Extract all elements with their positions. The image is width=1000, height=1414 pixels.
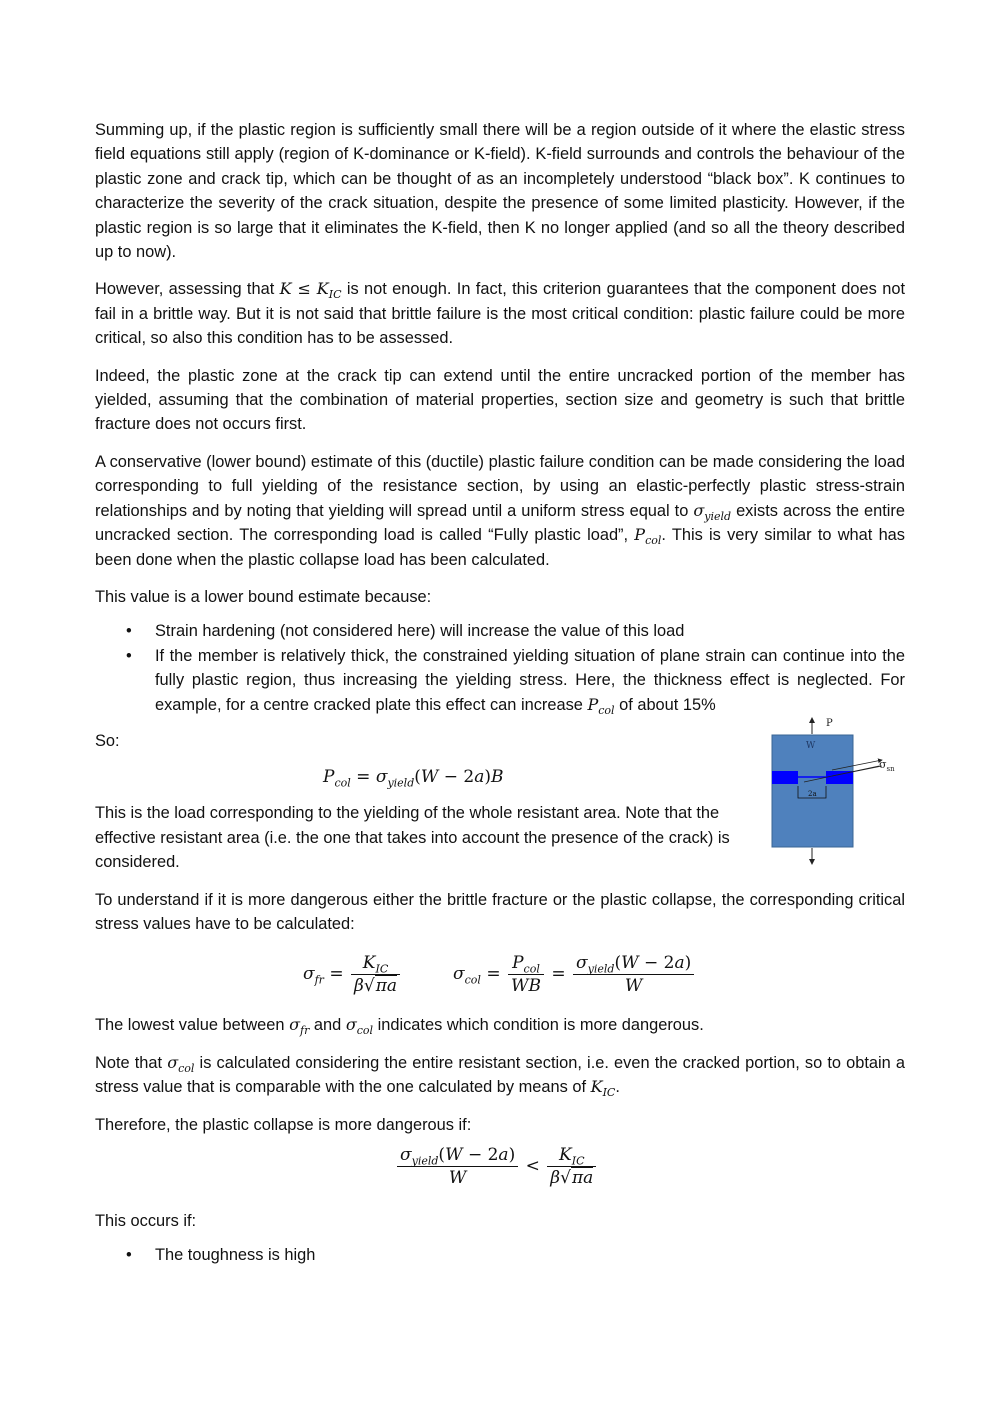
text-span: . This is very similar to what has been done when the plastic collapse load has been calculated. xyxy=(95,526,905,569)
text-span: The toughness is high xyxy=(155,1246,316,1265)
page-body xyxy=(95,118,905,1280)
equation-pcol-body: $P_{col} = \sigma_{yield}(W - 2a)B$ xyxy=(323,767,504,790)
text-span: exists across the entire uncracked section. The corresponding load is called “Fully plastic load”, xyxy=(95,501,905,545)
equation-inequality: $\frac{\sigma_{yield}(W - 2a)}{W}$ < $\frac{K_{IC}}{\beta√\pi a}$ xyxy=(395,1145,598,1188)
bullet-list-lower-bound xyxy=(95,619,905,717)
cracked-plate-figure xyxy=(764,710,914,870)
inline-math-kic: $K_{IC}$ xyxy=(316,279,342,302)
inline-math-le: ≤ xyxy=(291,279,317,299)
text-span: is not enough. In fact, this criterion guarantees that the component does not fail in a brittle way. But it is not said that brittle failure is the most critical condition: plastic failure could be more critical, so also this condition has to be assessed. xyxy=(95,280,905,348)
inline-math-pcol: $P_{col}$ xyxy=(634,525,662,548)
label-2a: 2a xyxy=(808,790,817,798)
equation-sigma-fr: $\sigma_{fr}$ = $\frac{K_{IC}}{\beta√\pi a}$ xyxy=(303,953,402,996)
text-span: . xyxy=(615,1078,620,1097)
text-span: and xyxy=(309,1016,346,1035)
text-span: The lowest value between xyxy=(95,1016,290,1035)
equation-critical-stresses xyxy=(95,949,905,1013)
equation-sigma-col: $\sigma_{col}$ = $\frac{P_{col}}{WB}$ = $\frac{\sigma_{yield}(W - 2a)}{W}$ xyxy=(453,953,696,996)
paragraph-lower-bound: This value is a lower bound estimate because: xyxy=(95,587,432,606)
paragraph-lowest-value xyxy=(95,1013,905,1037)
text-span: Note that xyxy=(95,1053,168,1072)
label-sigma-sn: $\sigma_{sn}$ xyxy=(879,758,895,773)
paragraph-therefore: Therefore, the plastic collapse is more dangerous if: xyxy=(95,1115,472,1134)
list-item xyxy=(155,1243,905,1267)
net-section-left xyxy=(772,771,798,784)
label-p: P xyxy=(826,718,833,729)
paragraph-occurs-if: This occurs if: xyxy=(95,1212,197,1230)
inline-math-k-le-kic: K xyxy=(279,279,292,299)
list-item xyxy=(155,619,905,643)
list-item xyxy=(155,644,905,717)
paragraph-resistant-area: This is the load corresponding to the yielding of the whole resistant area. Note that the effective resistant area (i.e. the one that takes into account the presence of the crack) is considered. xyxy=(95,804,730,872)
inline-math-pcol: $P_{col}$ xyxy=(587,694,615,717)
label-w: W xyxy=(806,741,816,751)
text-span: If the member is relatively thick, the constrained yielding situation of plane strain can continue into the fully plastic region, thus increasing the yielding stress. Here, the thickness effect is neglected. For example, for a centre cracked plate this effect can increase xyxy=(155,646,905,714)
bullet-list-conditions xyxy=(95,1243,905,1267)
text-span: is calculated considering the entire resistant section, i.e. even the cracked portion, so to obtain a stress value that is comparable with the one calculated by means of xyxy=(95,1053,905,1097)
inline-math-kic: $K_{IC}$ xyxy=(590,1077,616,1100)
text-span: Strain hardening (not considered here) will increase the value of this load xyxy=(155,622,685,641)
paragraph-fully-plastic-load xyxy=(95,450,905,572)
inline-math-sigma-fr: $\sigma_{fr}$ xyxy=(289,1015,310,1038)
paragraph-k-field: Summing up, if the plastic region is sufficiently small there will be a region outside of it where the elastic stress field equations still apply (region of K-dominance or K-field). K-field surrounds and controls the behaviour of the plastic zone and crack tip, which can be thought of as an incompletely understood “black box”. K continues to characterize the severity of the crack situation, despite the presence of some limited plasticity. However, if the plastic region is so large that it eliminates the K-field, then K no longer applied (and so all the theory described up to now). xyxy=(95,121,905,262)
label-so: So: xyxy=(95,731,120,750)
inline-math-sigma-col: $\sigma_{col}$ xyxy=(167,1052,195,1075)
paragraph-kic-assessment xyxy=(95,277,905,350)
text-span: indicates which condition is more dangerous. xyxy=(373,1016,704,1035)
paragraph-note-sigma-col xyxy=(95,1051,905,1100)
paragraph-critical-stress: To understand if it is more dangerous either the brittle fracture or the plastic collapse, the corresponding critical stress values have to be calculated: xyxy=(95,890,905,933)
inline-math-sigma-col: $\sigma_{col}$ xyxy=(345,1015,374,1038)
text-span: of about 15% xyxy=(614,695,716,714)
text-span: A conservative (lower bound) estimate of this (ductile) plastic failure condition can be made considering the load corresponding to full yielding of the resistance section, by using an elastic-perfectly plastic stress-strain relationships and by noting that yielding will spread until a uniform stress equal to xyxy=(95,452,905,520)
paragraph-plastic-zone: Indeed, the plastic zone at the crack tip can extend until the entire uncracked portion of the member has yielded, assuming that the combination of material properties, section size and geometry is such that brittle fracture does not occurs first. xyxy=(95,366,905,434)
inline-math-sigma-yield: $\sigma_{yield}$ xyxy=(693,500,732,523)
text-span: However, assessing that xyxy=(95,280,280,299)
equation-collapse-condition xyxy=(95,1143,905,1209)
